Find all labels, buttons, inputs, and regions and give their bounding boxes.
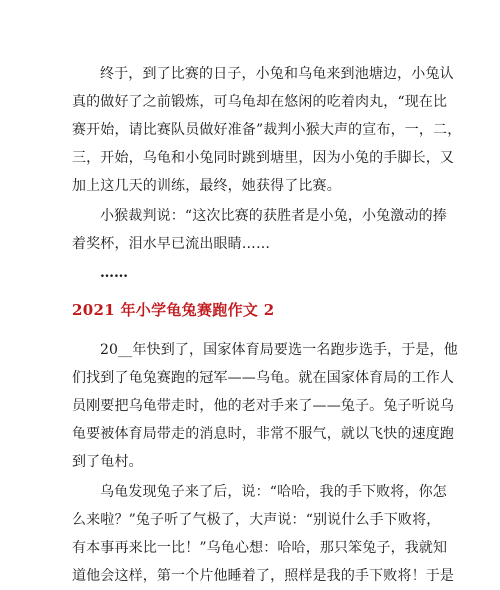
text-line: 乌龟发现兔子来了后，说：“哈哈，我的手下败将，你怎: [100, 484, 447, 500]
text-line: 加上这几天的训练，最终，她获得了比赛。: [72, 178, 341, 194]
text-line: 们找到了龟兔赛跑的冠军——乌龟。就在国家体育局的工作人: [72, 370, 455, 386]
story-paragraph-1: [72, 60, 462, 200]
ellipsis-separator: ……: [100, 265, 128, 281]
story-paragraph-4: [72, 478, 455, 590]
story-paragraph-2: [72, 202, 447, 258]
text-line: 道他会这样，第一个片他睡着了，照样是我的手下败将！于是: [72, 568, 455, 584]
text-line: 到了龟村。: [72, 454, 143, 470]
section-heading: 2021 年小学龟兔赛跑作文 2: [72, 301, 275, 319]
text-line: 有本事再来比一比！”乌龟心想：哈哈，那只笨兔子，我就知: [72, 540, 448, 556]
text-line: 三，开始，乌龟和小兔同时跳到塘里，因为小兔的手脚长，又: [72, 150, 455, 166]
text-line: 小猴裁判说：“这次比赛的获胜者是小兔，小兔激动的捧: [100, 208, 447, 224]
text-line: 赛开始，请比赛队员做好准备”裁判小猴大声的宣布，一，二，: [72, 122, 462, 138]
text-line: 终于，到了比赛的日子，小兔和乌龟来到池塘边，小兔认: [100, 66, 454, 82]
text-line: 龟要被体育局带走的消息时，非常不服气，就以飞快的速度跑: [72, 426, 455, 442]
text-line: 么来啦？”兔子听了气极了，大声说：“别说什么手下败将，: [72, 512, 441, 528]
text-line: 真的做好了之前锻炼，可乌龟却在悠闲的吃着肉丸，“现在比: [72, 94, 448, 110]
story-paragraph-3: [72, 336, 458, 476]
text-line: 员刚要把乌龟带走时，他的老对手来了——兔子。兔子听说乌: [72, 398, 455, 414]
text-line: 着奖杯，泪水早已流出眼睛……: [72, 236, 271, 252]
text-line: 20__年快到了，国家体育局要选一名跑步选手，于是，他: [100, 342, 458, 358]
